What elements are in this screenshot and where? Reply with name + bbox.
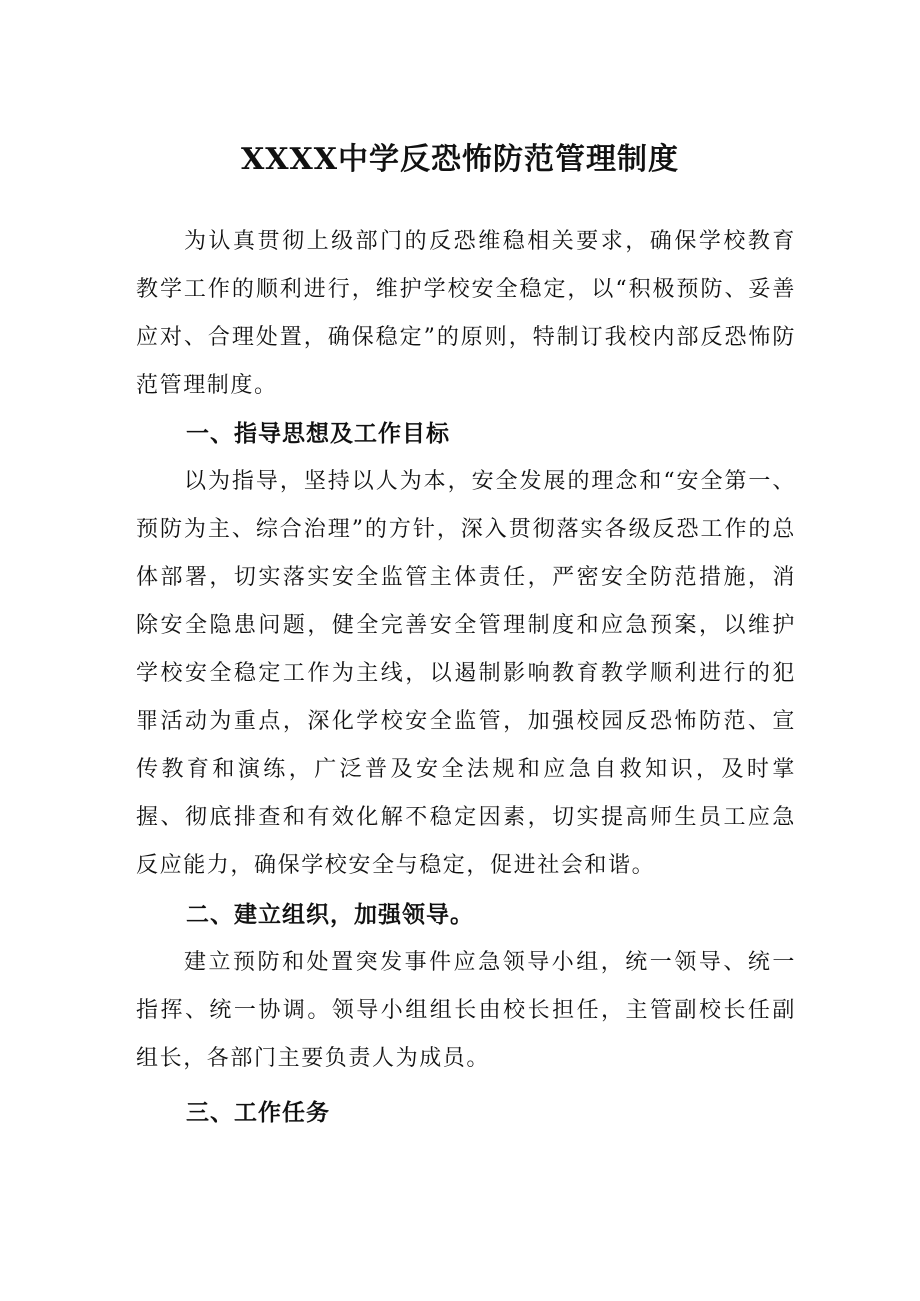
section-heading-3: 三、工作任务 [186,1100,330,1126]
intro-paragraph: 为认真贯彻上级部门的反恐维稳相关要求，确保学校教育教学工作的顺利进行，维护学校安全稳定，以“积极预防、妥善应对、合理处置，确保稳定”的原则，特制订我校内部反恐怖防范管理制度。 [136,229,796,398]
section-body-1: 以为指导，坚持以人为本，安全发展的理念和“安全第一、预防为主、综合治理”的方针，深入贯彻落实各级反恐工作的总体部署，切实落实安全监管主体责任，严密安全防范措施，消除安全隐患问题，健全完善安全管理制度和应急预案，以维护学校安全稳定工作为主线，以遏制影响教育教学顺利进行的犯罪活动为重点，深化学校安全监管，加强校园反恐怖防范、宣传教育和演练，广泛普及安全法规和应急自救知识，及时掌握、彻底排查和有效化解不稳定因素，切实提高师生员工应急反应能力，确保学校安全与稳定，促进社会和谐。 [136,469,796,878]
section-body-2: 建立预防和处置突发事件应急领导小组，统一领导、统一指挥、统一协调。领导小组组长由校长担任，主管副校长任副组长，各部门主要负责人为成员。 [136,950,796,1071]
section-heading-2: 二、建立组织，加强领导。 [186,902,474,928]
document-title: XXXX中学反恐怖防范管理制度 [240,142,680,178]
section-heading-1: 一、指导思想及工作目标 [186,421,450,447]
